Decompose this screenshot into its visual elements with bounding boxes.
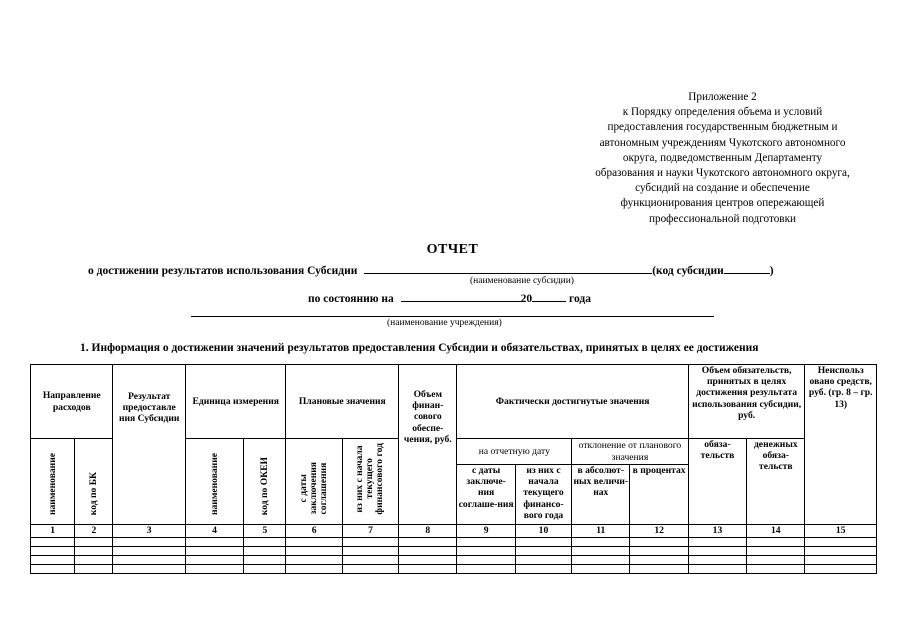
plan-year-line: финансового год	[374, 443, 386, 515]
table-cell[interactable]	[286, 565, 342, 574]
table-cell[interactable]	[688, 556, 746, 565]
table-cell[interactable]	[747, 556, 805, 565]
subsidy-line-prefix: о достижении результатов использования Субсидии	[88, 265, 358, 277]
col-number: 13	[688, 525, 746, 538]
col-number: 8	[399, 525, 457, 538]
annex-line: к Порядку определения объема и условий	[622, 106, 823, 119]
table-cell[interactable]	[515, 565, 571, 574]
table-cell[interactable]	[244, 538, 286, 547]
plan-date-line: заключения	[308, 462, 320, 515]
institution-caption: (наименование учреждения)	[387, 318, 502, 328]
report-subsidy-line	[88, 262, 774, 277]
col-number: 6	[286, 525, 342, 538]
header-unit-name-cell	[185, 439, 243, 525]
table-cell[interactable]	[286, 538, 342, 547]
header-reporting-date: на отчетную дату	[457, 439, 572, 465]
date-line-suffix: года	[569, 293, 591, 305]
empty-rows	[31, 538, 877, 574]
table-cell[interactable]	[244, 565, 286, 574]
table-cell[interactable]	[572, 538, 630, 547]
annex-line: функционирования центров опережающей	[620, 197, 825, 210]
header-money-col: денежных обяза-тельств	[747, 439, 805, 525]
header-actual: Фактически достигнутые значения	[457, 365, 688, 439]
table-cell[interactable]	[399, 565, 457, 574]
table-cell[interactable]	[747, 565, 805, 574]
table-cell[interactable]	[244, 547, 286, 556]
header-plan-year	[355, 443, 385, 515]
table-cell[interactable]	[457, 565, 515, 574]
subsidy-name-blank[interactable]	[364, 262, 652, 274]
table-cell[interactable]	[31, 556, 75, 565]
table-cell[interactable]	[457, 556, 515, 565]
header-abs: в абсолют-ных величи-нах	[572, 465, 630, 525]
table-cell[interactable]	[244, 556, 286, 565]
table-cell[interactable]	[688, 538, 746, 547]
annex-line: Приложение 2	[688, 91, 757, 103]
report-title: ОТЧЕТ	[426, 242, 479, 257]
annex-line: субсидий на создание и обеспечение	[635, 182, 810, 195]
col-number: 2	[75, 525, 113, 538]
header-result: Результат предоставле ния Субсидии	[113, 365, 185, 525]
table-cell[interactable]	[630, 547, 688, 556]
date-blank[interactable]	[401, 290, 521, 302]
table-cell[interactable]	[31, 538, 75, 547]
table-cell[interactable]	[747, 538, 805, 547]
date-line-prefix: по состоянию на	[308, 293, 394, 305]
plan-year-line: из них с начала	[354, 445, 366, 513]
header-deviation: отклонение от планового значения	[572, 439, 689, 465]
table-cell[interactable]	[515, 556, 571, 565]
annex-line: автономным учреждениям Чукотского автономного	[599, 136, 846, 149]
col-number: 9	[457, 525, 515, 538]
header-fact-year: из них с начала текущего финансо-вого года	[515, 465, 571, 525]
table-cell[interactable]	[515, 538, 571, 547]
header-pct: в процентах	[630, 465, 688, 525]
col-number: 4	[185, 525, 243, 538]
table-cell[interactable]	[399, 547, 457, 556]
table-cell[interactable]	[630, 538, 688, 547]
table-cell[interactable]	[342, 565, 398, 574]
institution-blank[interactable]	[191, 316, 714, 317]
col-number: 12	[630, 525, 688, 538]
column-number-row	[31, 525, 877, 538]
table-cell[interactable]	[185, 556, 243, 565]
col-number: 5	[244, 525, 286, 538]
plan-year-line: текущего	[364, 458, 376, 500]
table-cell[interactable]	[113, 556, 185, 565]
table-cell[interactable]	[113, 547, 185, 556]
section-title: 1. Информация о достижении значений результатов предоставления Субсидии и обязательствах, принятых в целях ее достижения	[80, 342, 759, 354]
plan-date-line: соглашения	[318, 462, 330, 515]
table-cell[interactable]	[185, 565, 243, 574]
subsidy-code-blank[interactable]	[724, 262, 770, 274]
table-cell[interactable]	[457, 538, 515, 547]
subsidy-caption: (наименование субсидии)	[470, 276, 574, 286]
table-cell[interactable]	[185, 538, 243, 547]
table-cell[interactable]	[75, 556, 113, 565]
header-plan-date-cell	[286, 439, 342, 525]
col-number: 3	[113, 525, 185, 538]
table-cell[interactable]	[286, 556, 342, 565]
table-row	[31, 556, 877, 565]
year-prefix: 20	[520, 293, 533, 305]
table-cell[interactable]	[342, 547, 398, 556]
table-cell[interactable]	[113, 565, 185, 574]
table-cell[interactable]	[457, 547, 515, 556]
table-cell[interactable]	[75, 565, 113, 574]
table-cell[interactable]	[286, 547, 342, 556]
header-name: наименование	[46, 452, 58, 515]
table-cell[interactable]	[399, 556, 457, 565]
header-okei-cell	[244, 439, 286, 525]
table-cell[interactable]	[630, 565, 688, 574]
header-bk: код по БК	[87, 471, 99, 515]
header-unit: Единица измерения	[185, 365, 286, 439]
report-date-line	[308, 290, 591, 305]
header-planned: Плановые значения	[286, 365, 399, 439]
annex-line: округа, подведомственным Департаменту	[622, 151, 823, 164]
table-cell[interactable]	[688, 547, 746, 556]
table-cell[interactable]	[805, 556, 877, 565]
table-cell[interactable]	[630, 556, 688, 565]
table-row	[31, 547, 877, 556]
col-number: 15	[805, 525, 877, 538]
annex-line: профессиональной подготовки	[648, 212, 797, 225]
subsidy-code-prefix: (код субсидии	[652, 265, 724, 277]
table-cell[interactable]	[399, 538, 457, 547]
table-cell[interactable]	[805, 547, 877, 556]
annex-line: предоставления государственным бюджетным и	[607, 121, 838, 134]
header-obligations: Объем обязательств, принятых в целях достижения результата использования субсидии, руб.	[688, 365, 805, 439]
table-cell[interactable]	[747, 547, 805, 556]
table-cell[interactable]	[31, 547, 75, 556]
header-name-cell	[31, 439, 75, 525]
report-table	[30, 364, 877, 574]
header-fact-date: с даты заключе-ния соглаше-ния	[457, 465, 515, 525]
header-plan-year-cell	[342, 439, 398, 525]
table-cell[interactable]	[31, 565, 75, 574]
table-cell[interactable]	[185, 547, 243, 556]
year-blank[interactable]	[532, 290, 566, 302]
header-bk-cell	[75, 439, 113, 525]
table-cell[interactable]	[342, 556, 398, 565]
header-direction: Направление расходов	[31, 365, 113, 439]
annex-line: образования и науки Чукотского автономного округа,	[595, 167, 850, 180]
header-unused: Неиспольз овано средств, руб. (гр. 8 – гр. 13)	[805, 365, 877, 525]
header-unit-name: наименование	[208, 452, 220, 515]
col-number: 1	[31, 525, 75, 538]
subsidy-code-suffix: )	[769, 265, 774, 277]
table-row	[31, 538, 877, 547]
table-cell[interactable]	[572, 565, 630, 574]
table-cell[interactable]	[75, 538, 113, 547]
header-obl-col: обяза-тельств	[688, 439, 746, 525]
table-cell[interactable]	[75, 547, 113, 556]
col-number: 14	[747, 525, 805, 538]
header-plan-date	[299, 462, 329, 514]
col-number: 10	[515, 525, 571, 538]
header-okei: код по ОКЕИ	[258, 456, 270, 515]
table-row	[31, 565, 877, 574]
table-cell[interactable]	[805, 538, 877, 547]
table-cell[interactable]	[113, 538, 185, 547]
table-cell[interactable]	[515, 547, 571, 556]
annex-block	[555, 90, 890, 227]
plan-date-line: с даты	[298, 474, 310, 503]
col-number: 11	[572, 525, 630, 538]
table-cell[interactable]	[572, 556, 630, 565]
table-cell[interactable]	[805, 565, 877, 574]
table-cell[interactable]	[688, 565, 746, 574]
table-cell[interactable]	[572, 547, 630, 556]
col-number: 7	[342, 525, 398, 538]
header-volume: Объем финан-сового обеспе-чения, руб.	[399, 365, 457, 525]
table-cell[interactable]	[342, 538, 398, 547]
